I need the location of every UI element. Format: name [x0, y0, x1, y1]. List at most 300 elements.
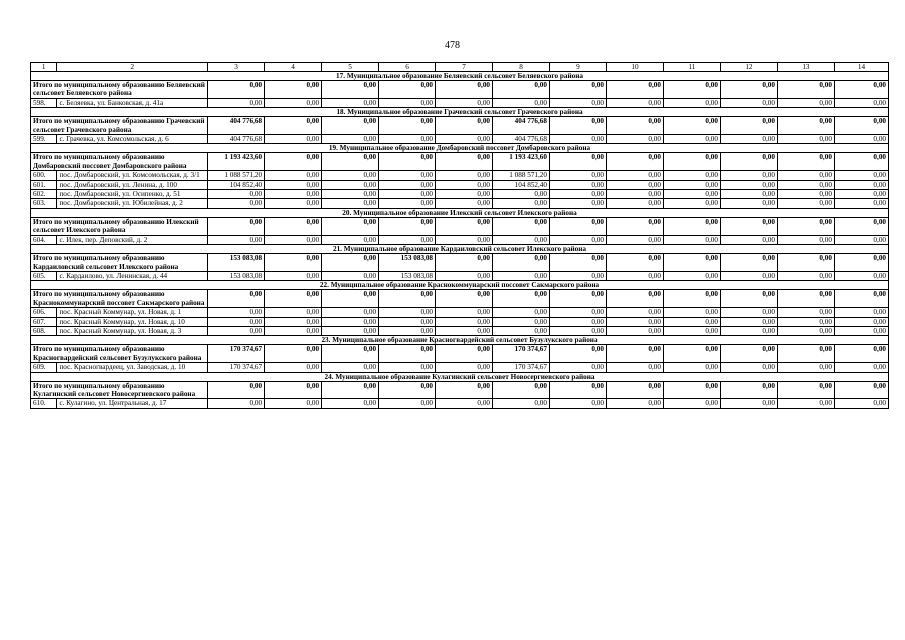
column-number: 9 — [549, 63, 606, 72]
total-value: 0,00 — [322, 81, 379, 99]
cell-value: 0,00 — [777, 317, 834, 326]
cell-value: 0,00 — [322, 190, 379, 199]
total-value: 0,00 — [834, 117, 888, 135]
column-number: 3 — [208, 63, 265, 72]
total-value: 0,00 — [379, 381, 436, 399]
cell-value: 170 374,67 — [493, 363, 550, 372]
total-value: 0,00 — [606, 290, 663, 308]
cell-value: 0,00 — [606, 317, 663, 326]
total-row — [31, 117, 889, 135]
total-value: 0,00 — [493, 290, 550, 308]
cell-value: 0,00 — [493, 98, 550, 107]
total-row — [31, 381, 889, 399]
cell-value: 0,00 — [777, 235, 834, 244]
cell-value: 0,00 — [606, 190, 663, 199]
cell-value: 0,00 — [720, 326, 777, 335]
section-title-row — [31, 245, 889, 254]
total-value: 0,00 — [606, 345, 663, 363]
table-row — [31, 199, 889, 208]
cell-value: 0,00 — [606, 271, 663, 280]
row-address: пос. Красногвардеец, ул. Заводская, д. 10 — [57, 363, 208, 372]
cell-value: 0,00 — [834, 180, 888, 189]
cell-value: 0,00 — [322, 235, 379, 244]
cell-value: 170 374,67 — [208, 363, 265, 372]
column-number: 14 — [834, 63, 888, 72]
cell-value: 0,00 — [777, 399, 834, 408]
cell-value: 0,00 — [549, 135, 606, 144]
total-value: 0,00 — [493, 254, 550, 272]
cell-value: 0,00 — [379, 399, 436, 408]
cell-value: 0,00 — [265, 363, 322, 372]
cell-value: 0,00 — [265, 190, 322, 199]
cell-value: 0,00 — [549, 363, 606, 372]
row-number: 609. — [31, 363, 57, 372]
cell-value: 104 852,40 — [208, 180, 265, 189]
column-number: 13 — [777, 63, 834, 72]
cell-value: 0,00 — [493, 317, 550, 326]
cell-value: 0,00 — [265, 326, 322, 335]
column-number: 8 — [493, 63, 550, 72]
total-value: 1 193 423,60 — [208, 153, 265, 171]
row-address: пос. Красный Коммунар, ул. Новая, д. 10 — [57, 317, 208, 326]
cell-value: 0,00 — [436, 271, 493, 280]
total-value: 0,00 — [606, 81, 663, 99]
total-value: 170 374,67 — [208, 345, 265, 363]
total-value: 0,00 — [265, 345, 322, 363]
cell-value: 0,00 — [379, 308, 436, 317]
cell-value: 0,00 — [834, 190, 888, 199]
total-value: 0,00 — [720, 381, 777, 399]
section-title: 21. Муниципальное образование Кардаиловский сельсовет Илекского района — [31, 245, 889, 254]
cell-value: 0,00 — [663, 235, 720, 244]
cell-value: 0,00 — [549, 235, 606, 244]
section-title-row — [31, 281, 889, 290]
row-address: пос. Домбаровский, ул. Юбилейная, д. 2 — [57, 199, 208, 208]
cell-value: 0,00 — [777, 171, 834, 180]
total-value: 0,00 — [777, 117, 834, 135]
row-address: с. Кулагино, ул. Центральная, д. 17 — [57, 399, 208, 408]
total-value: 404 776,68 — [208, 117, 265, 135]
total-value: 0,00 — [436, 254, 493, 272]
total-value: 0,00 — [208, 290, 265, 308]
cell-value: 0,00 — [777, 271, 834, 280]
cell-value: 0,00 — [265, 171, 322, 180]
total-value: 0,00 — [436, 345, 493, 363]
total-value: 0,00 — [834, 381, 888, 399]
cell-value: 0,00 — [322, 326, 379, 335]
column-number: 6 — [379, 63, 436, 72]
cell-value: 0,00 — [720, 199, 777, 208]
cell-value: 0,00 — [663, 308, 720, 317]
cell-value: 0,00 — [265, 199, 322, 208]
cell-value: 0,00 — [834, 135, 888, 144]
cell-value: 0,00 — [265, 271, 322, 280]
cell-value: 0,00 — [322, 317, 379, 326]
cell-value: 0,00 — [663, 190, 720, 199]
total-value: 0,00 — [834, 217, 888, 235]
cell-value: 0,00 — [436, 317, 493, 326]
cell-value: 0,00 — [208, 190, 265, 199]
cell-value: 0,00 — [549, 190, 606, 199]
cell-value: 0,00 — [834, 317, 888, 326]
total-value: 0,00 — [265, 81, 322, 99]
total-value: 0,00 — [322, 217, 379, 235]
total-value: 0,00 — [606, 117, 663, 135]
total-value: 170 374,67 — [493, 345, 550, 363]
total-value: 0,00 — [663, 81, 720, 99]
total-row — [31, 290, 889, 308]
total-label: Итого по муниципальному образованию Домбаровский поссовет Домбаровского района — [31, 153, 208, 171]
cell-value: 153 083,08 — [379, 271, 436, 280]
row-number: 599. — [31, 135, 57, 144]
cell-value: 0,00 — [720, 235, 777, 244]
total-label: Итого по муниципальному образованию Илекский сельсовет Илекского района — [31, 217, 208, 235]
cell-value: 0,00 — [379, 363, 436, 372]
total-value: 0,00 — [549, 381, 606, 399]
total-value: 1 193 423,60 — [493, 153, 550, 171]
total-row — [31, 217, 889, 235]
row-address: пос. Красный Коммунар, ул. Новая, д. 3 — [57, 326, 208, 335]
row-address: пос. Домбаровский, ул. Ленина, д. 100 — [57, 180, 208, 189]
cell-value: 0,00 — [834, 271, 888, 280]
cell-value: 0,00 — [265, 317, 322, 326]
total-value: 0,00 — [379, 217, 436, 235]
total-value: 0,00 — [549, 117, 606, 135]
total-value: 0,00 — [265, 153, 322, 171]
total-value: 0,00 — [720, 290, 777, 308]
table-row — [31, 235, 889, 244]
cell-value: 0,00 — [436, 180, 493, 189]
cell-value: 0,00 — [265, 235, 322, 244]
total-value: 0,00 — [265, 381, 322, 399]
cell-value: 0,00 — [663, 317, 720, 326]
cell-value: 0,00 — [663, 171, 720, 180]
row-number: 607. — [31, 317, 57, 326]
section-title-row — [31, 208, 889, 217]
total-value: 0,00 — [549, 254, 606, 272]
total-value: 0,00 — [720, 81, 777, 99]
cell-value: 0,00 — [208, 199, 265, 208]
cell-value: 0,00 — [436, 235, 493, 244]
total-value: 0,00 — [436, 117, 493, 135]
row-address: с. Грачевка, ул. Комсомольская, д. 6 — [57, 135, 208, 144]
column-number: 2 — [57, 63, 208, 72]
total-value: 0,00 — [379, 81, 436, 99]
cell-value: 0,00 — [549, 271, 606, 280]
cell-value: 0,00 — [549, 326, 606, 335]
total-value: 0,00 — [663, 117, 720, 135]
cell-value: 404 776,68 — [493, 135, 550, 144]
total-value: 0,00 — [322, 117, 379, 135]
cell-value: 0,00 — [379, 180, 436, 189]
cell-value: 0,00 — [606, 399, 663, 408]
total-value: 0,00 — [720, 345, 777, 363]
cell-value: 0,00 — [549, 317, 606, 326]
cell-value: 1 088 571,20 — [493, 171, 550, 180]
total-label: Итого по муниципальному образованию Беляевский сельсовет Беляевского района — [31, 81, 208, 99]
cell-value: 0,00 — [322, 171, 379, 180]
table-row — [31, 180, 889, 189]
cell-value: 0,00 — [322, 180, 379, 189]
total-value: 0,00 — [549, 345, 606, 363]
cell-value: 0,00 — [549, 308, 606, 317]
cell-value: 0,00 — [436, 399, 493, 408]
total-value: 0,00 — [663, 217, 720, 235]
cell-value: 0,00 — [549, 399, 606, 408]
total-value: 0,00 — [208, 217, 265, 235]
section-title-row — [31, 108, 889, 117]
total-value: 153 083,08 — [208, 254, 265, 272]
cell-value: 0,00 — [322, 135, 379, 144]
total-value: 0,00 — [436, 81, 493, 99]
total-row — [31, 254, 889, 272]
section-title-row — [31, 336, 889, 345]
total-value: 0,00 — [265, 117, 322, 135]
cell-value: 0,00 — [208, 235, 265, 244]
total-value: 0,00 — [549, 81, 606, 99]
row-address: пос. Домбаровский, ул. Осипенко, д. 51 — [57, 190, 208, 199]
total-value: 0,00 — [834, 153, 888, 171]
section-title: 24. Муниципальное образование Кулагинский сельсовет Новосергиевского района — [31, 372, 889, 381]
cell-value: 0,00 — [720, 308, 777, 317]
cell-value: 0,00 — [663, 135, 720, 144]
cell-value: 0,00 — [265, 180, 322, 189]
total-value: 0,00 — [493, 381, 550, 399]
table-row — [31, 326, 889, 335]
cell-value: 0,00 — [834, 308, 888, 317]
total-value: 0,00 — [322, 254, 379, 272]
cell-value: 0,00 — [777, 308, 834, 317]
total-value: 0,00 — [777, 290, 834, 308]
cell-value: 0,00 — [606, 363, 663, 372]
cell-value: 0,00 — [549, 199, 606, 208]
total-value: 0,00 — [436, 381, 493, 399]
cell-value: 0,00 — [777, 199, 834, 208]
total-value: 153 083,08 — [379, 254, 436, 272]
cell-value: 0,00 — [663, 363, 720, 372]
cell-value: 0,00 — [777, 180, 834, 189]
cell-value: 0,00 — [379, 171, 436, 180]
cell-value: 0,00 — [720, 98, 777, 107]
cell-value: 0,00 — [834, 363, 888, 372]
cell-value: 0,00 — [436, 326, 493, 335]
cell-value: 0,00 — [436, 171, 493, 180]
cell-value: 0,00 — [663, 199, 720, 208]
total-value: 0,00 — [777, 81, 834, 99]
cell-value: 0,00 — [493, 235, 550, 244]
section-title-row — [31, 144, 889, 153]
total-value: 0,00 — [720, 217, 777, 235]
cell-value: 0,00 — [720, 135, 777, 144]
section-title: 23. Муниципальное образование Красногвардейский сельсовет Бузулукского района — [31, 336, 889, 345]
total-value: 0,00 — [493, 81, 550, 99]
section-title-row — [31, 372, 889, 381]
column-number: 5 — [322, 63, 379, 72]
total-value: 0,00 — [379, 345, 436, 363]
total-value: 0,00 — [549, 217, 606, 235]
total-value: 0,00 — [834, 254, 888, 272]
cell-value: 0,00 — [322, 363, 379, 372]
cell-value: 0,00 — [834, 326, 888, 335]
cell-value: 0,00 — [663, 271, 720, 280]
cell-value: 0,00 — [322, 308, 379, 317]
cell-value: 0,00 — [549, 180, 606, 189]
cell-value: 0,00 — [720, 171, 777, 180]
cell-value: 0,00 — [834, 171, 888, 180]
cell-value: 0,00 — [720, 180, 777, 189]
total-label: Итого по муниципальному образованию Красногвардейский сельсовет Бузулукского района — [31, 345, 208, 363]
total-value: 0,00 — [777, 217, 834, 235]
cell-value: 0,00 — [663, 98, 720, 107]
total-value: 404 776,68 — [493, 117, 550, 135]
section-title: 20. Муниципальное образование Илекский сельсовет Илекского района — [31, 208, 889, 217]
total-row — [31, 81, 889, 99]
cell-value: 0,00 — [436, 308, 493, 317]
total-value: 0,00 — [322, 153, 379, 171]
cell-value: 0,00 — [777, 190, 834, 199]
section-title: 19. Муниципальное образование Домбаровский поссовет Домбаровского района — [31, 144, 889, 153]
total-value: 0,00 — [663, 290, 720, 308]
total-value: 0,00 — [606, 217, 663, 235]
cell-value: 0,00 — [265, 135, 322, 144]
cell-value: 0,00 — [265, 98, 322, 107]
total-value: 0,00 — [265, 254, 322, 272]
cell-value: 0,00 — [606, 98, 663, 107]
cell-value: 0,00 — [322, 271, 379, 280]
row-number: 602. — [31, 190, 57, 199]
cell-value: 0,00 — [663, 399, 720, 408]
column-number: 10 — [606, 63, 663, 72]
total-label: Итого по муниципальному образованию Кардаиловский сельсовет Илекского района — [31, 254, 208, 272]
total-value: 0,00 — [265, 290, 322, 308]
total-value: 0,00 — [834, 345, 888, 363]
cell-value: 0,00 — [379, 98, 436, 107]
table-row — [31, 399, 889, 408]
cell-value: 0,00 — [606, 308, 663, 317]
register-table — [30, 62, 889, 409]
row-number: 598. — [31, 98, 57, 107]
cell-value: 0,00 — [720, 190, 777, 199]
total-value: 0,00 — [777, 254, 834, 272]
table-row — [31, 317, 889, 326]
cell-value: 0,00 — [549, 171, 606, 180]
cell-value: 0,00 — [720, 317, 777, 326]
cell-value: 0,00 — [720, 363, 777, 372]
cell-value: 0,00 — [834, 98, 888, 107]
row-address: с. Беляевка, ул. Банковская, д. 41а — [57, 98, 208, 107]
cell-value: 0,00 — [834, 235, 888, 244]
total-value: 0,00 — [379, 290, 436, 308]
total-row — [31, 345, 889, 363]
section-title-row — [31, 72, 889, 81]
column-number: 4 — [265, 63, 322, 72]
row-address: с. Кардаилово, ул. Ленинская, д. 44 — [57, 271, 208, 280]
cell-value: 1 088 571,20 — [208, 171, 265, 180]
total-value: 0,00 — [549, 290, 606, 308]
total-value: 0,00 — [606, 153, 663, 171]
cell-value: 0,00 — [777, 363, 834, 372]
total-value: 0,00 — [265, 217, 322, 235]
cell-value: 0,00 — [208, 308, 265, 317]
cell-value: 0,00 — [606, 180, 663, 189]
total-value: 0,00 — [606, 381, 663, 399]
cell-value: 0,00 — [777, 98, 834, 107]
total-label: Итого по муниципальному образованию Краснокоммунарский поссовет Сакмарского района — [31, 290, 208, 308]
row-number: 606. — [31, 308, 57, 317]
cell-value: 0,00 — [379, 317, 436, 326]
cell-value: 0,00 — [663, 180, 720, 189]
cell-value: 0,00 — [493, 326, 550, 335]
total-value: 0,00 — [663, 345, 720, 363]
cell-value: 0,00 — [322, 199, 379, 208]
total-value: 0,00 — [720, 117, 777, 135]
cell-value: 0,00 — [322, 399, 379, 408]
column-number: 7 — [436, 63, 493, 72]
register-body — [31, 63, 889, 409]
row-address: пос. Домбаровский, ул. Комсомольская, д. 3/1 — [57, 171, 208, 180]
total-value: 0,00 — [663, 254, 720, 272]
cell-value: 0,00 — [549, 98, 606, 107]
total-value: 0,00 — [834, 81, 888, 99]
cell-value: 0,00 — [834, 199, 888, 208]
column-number-row — [31, 63, 889, 72]
total-value: 0,00 — [322, 290, 379, 308]
total-value: 0,00 — [720, 254, 777, 272]
cell-value: 104 852,40 — [493, 180, 550, 189]
section-title: 22. Муниципальное образование Краснокоммунарский поссовет Сакмарского района — [31, 281, 889, 290]
section-title: 17. Муниципальное образование Беляевский сельсовет Беляевского района — [31, 72, 889, 81]
cell-value: 0,00 — [493, 399, 550, 408]
row-address: пос. Красный Коммунар, ул. Новая, д. 1 — [57, 308, 208, 317]
cell-value: 0,00 — [606, 326, 663, 335]
row-address: с. Илек, пер. Деповский, д. 2 — [57, 235, 208, 244]
total-value: 0,00 — [777, 381, 834, 399]
cell-value: 0,00 — [493, 308, 550, 317]
cell-value: 0,00 — [379, 135, 436, 144]
cell-value: 0,00 — [379, 199, 436, 208]
total-row — [31, 153, 889, 171]
total-value: 0,00 — [720, 153, 777, 171]
total-value: 0,00 — [379, 117, 436, 135]
cell-value: 153 083,08 — [208, 271, 265, 280]
cell-value: 0,00 — [436, 363, 493, 372]
total-value: 0,00 — [436, 217, 493, 235]
table-row — [31, 190, 889, 199]
total-value: 0,00 — [549, 153, 606, 171]
page-number: 478 — [445, 40, 460, 51]
cell-value: 0,00 — [265, 399, 322, 408]
table-row — [31, 363, 889, 372]
total-value: 0,00 — [663, 381, 720, 399]
cell-value: 0,00 — [379, 235, 436, 244]
column-number: 11 — [663, 63, 720, 72]
cell-value: 0,00 — [208, 317, 265, 326]
cell-value: 0,00 — [493, 199, 550, 208]
total-value: 0,00 — [777, 153, 834, 171]
total-value: 0,00 — [606, 254, 663, 272]
cell-value: 0,00 — [322, 98, 379, 107]
total-value: 0,00 — [663, 153, 720, 171]
row-number: 610. — [31, 399, 57, 408]
table-row — [31, 308, 889, 317]
total-value: 0,00 — [379, 153, 436, 171]
cell-value: 0,00 — [834, 399, 888, 408]
row-number: 605. — [31, 271, 57, 280]
cell-value: 0,00 — [606, 171, 663, 180]
total-value: 0,00 — [493, 217, 550, 235]
table-row — [31, 98, 889, 107]
cell-value: 0,00 — [436, 135, 493, 144]
